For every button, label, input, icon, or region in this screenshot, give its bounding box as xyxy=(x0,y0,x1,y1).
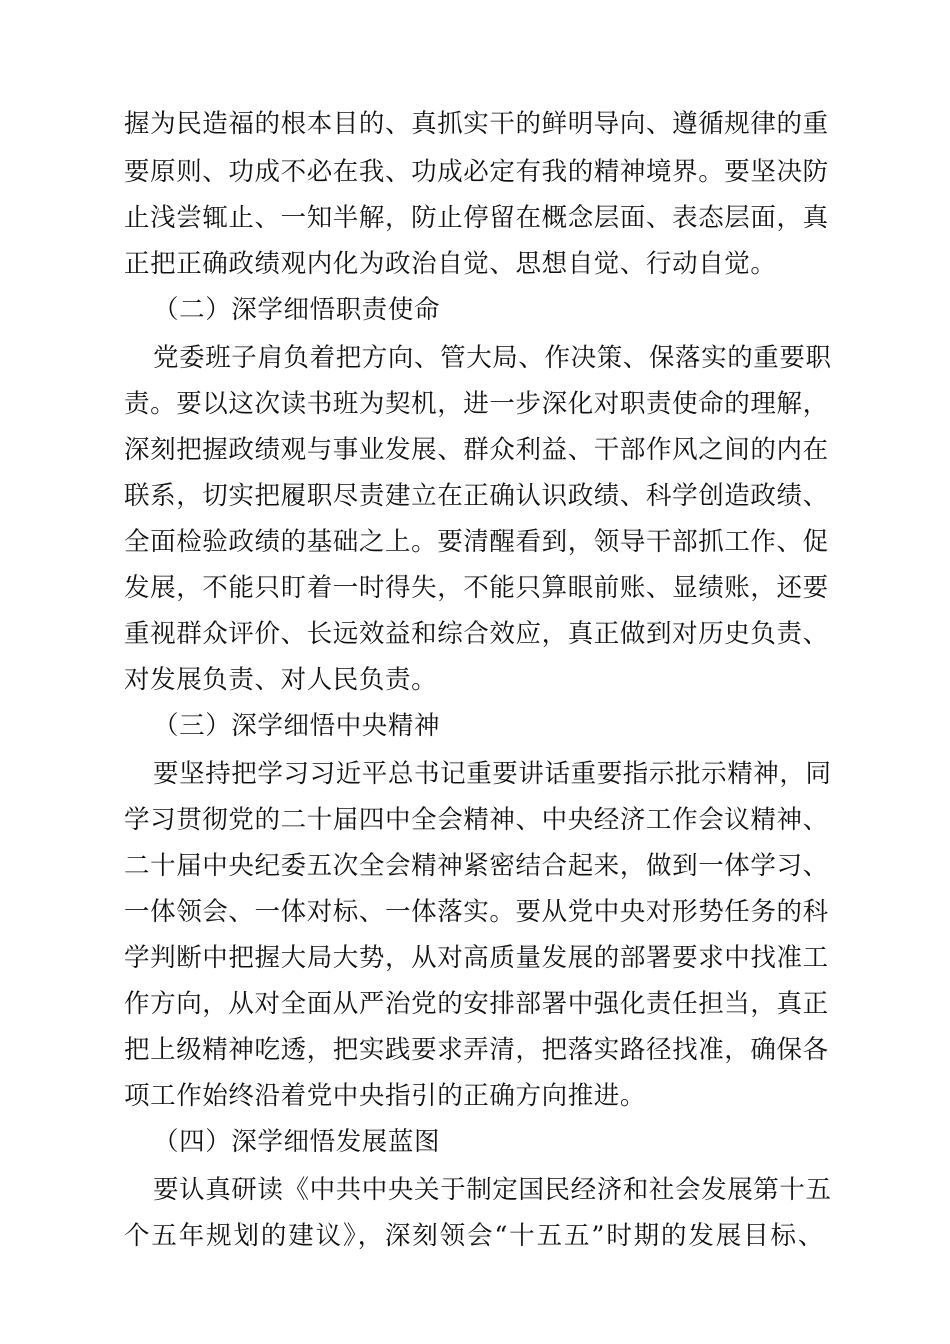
paragraph-line: 党委班子肩负着把方向、管大局、作决策、保落实的重要职 xyxy=(153,343,832,373)
paragraph-line: 把上级精神吃透，把实践要求弄清，把落实路径找准，确保各 xyxy=(124,1035,829,1065)
paragraph-line: 一体领会、一体对标、一体落实。要从党中央对形势任务的科 xyxy=(124,897,829,927)
paragraph-line: 要坚持把学习习近平总书记重要讲话重要指示批示精神，同 xyxy=(153,759,832,789)
paragraph-line: 握为民造福的根本目的、真抓实干的鲜明导向、遵循规律的重 xyxy=(124,109,829,139)
paragraph-line: 止浅尝辄止、一知半解，防止停留在概念层面、表态层面，真 xyxy=(124,203,829,233)
paragraph-line: 个五年规划的建议》，深刻领会“十五五”时期的发展目标、 xyxy=(124,1221,824,1251)
paragraph-line: 发展，不能只盯着一时得失，不能只算眼前账、显绩账，还要 xyxy=(124,573,829,603)
paragraph-line: 正把正确政绩观内化为政治自觉、思想自觉、行动自觉。 xyxy=(124,249,777,279)
paragraph-line: 对发展负责、对人民负责。 xyxy=(124,665,438,695)
section-heading: （四）深学细悟发展蓝图 xyxy=(153,1127,441,1157)
paragraph-line: 深刻把握政绩观与事业发展、群众利益、干部作风之间的内在 xyxy=(124,435,829,465)
paragraph-line: 学习贯彻党的二十届四中全会精神、中央经济工作会议精神、 xyxy=(124,805,829,835)
section-heading: （三）深学细悟中央精神 xyxy=(153,711,441,741)
paragraph-line: 责。要以这次读书班为契机，进一步深化对职责使命的理解， xyxy=(124,389,829,419)
paragraph-line: 重视群众评价、长远效益和综合效应，真正做到对历史负责、 xyxy=(124,619,829,649)
paragraph-line: 作方向，从对全面从严治党的安排部署中强化责任担当，真正 xyxy=(124,989,829,1019)
paragraph-line: 要认真研读《中共中央关于制定国民经济和社会发展第十五 xyxy=(153,1175,832,1205)
paragraph-line: 学判断中把握大局大势，从对高质量发展的部署要求中找准工 xyxy=(124,943,829,973)
section-heading: （二）深学细悟职责使命 xyxy=(153,295,441,325)
paragraph-line: 项工作始终沿着党中央指引的正确方向推进。 xyxy=(124,1081,647,1111)
paragraph-line: 联系，切实把履职尽责建立在正确认识政绩、科学创造政绩、 xyxy=(124,481,829,511)
paragraph-line: 二十届中央纪委五次全会精神紧密结合起来，做到一体学习、 xyxy=(124,851,829,881)
paragraph-line: 要原则、功成不必在我、功成必定有我的精神境界。要坚决防 xyxy=(124,157,829,187)
paragraph-line: 全面检验政绩的基础之上。要清醒看到，领导干部抓工作、促 xyxy=(124,527,829,557)
